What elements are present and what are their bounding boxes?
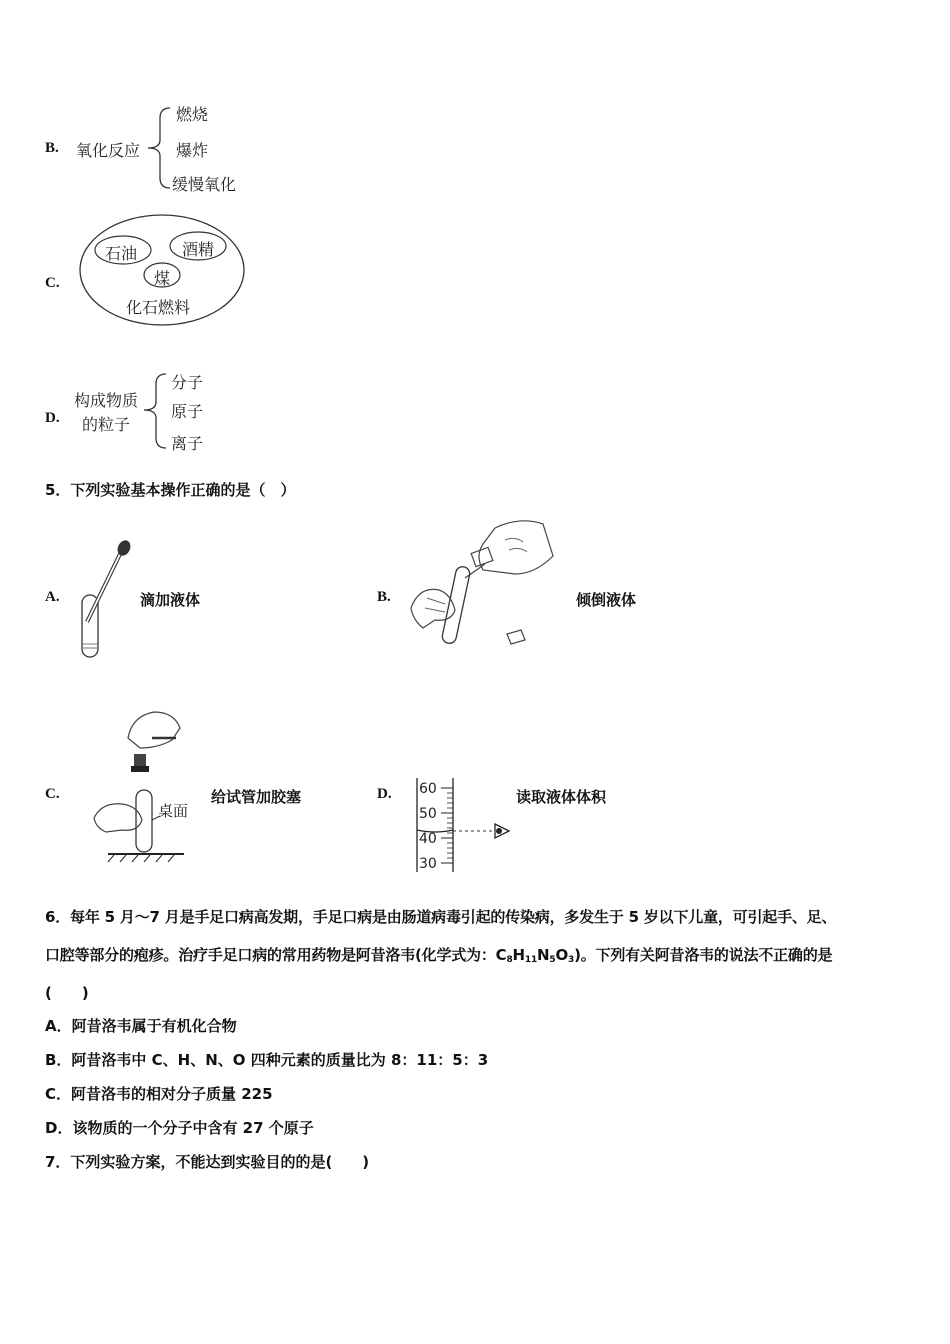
stopper-figure (92, 708, 202, 863)
q6-option-a: A．阿昔洛韦属于有机化合物 (45, 1017, 237, 1035)
brace-b-item-2: 爆炸 (176, 141, 209, 160)
option-d-label: D. (45, 410, 60, 426)
brace-d-item-3: 离子 (171, 434, 204, 453)
formula-n: N (537, 946, 550, 964)
q6-line2-post: )。下列有关阿昔洛韦的说法不正确的是 (574, 946, 833, 964)
q5-option-b-caption: 倾倒液体 (576, 591, 637, 609)
q6-line2-pre: 口腔等部分的疱疹。治疗手足口病的常用药物是阿昔洛韦(化学式为：C (45, 946, 507, 964)
q6-option-c: C．阿昔洛韦的相对分子质量 225 (45, 1085, 273, 1103)
q6-blank: ( ) (45, 984, 89, 1002)
oxidation-root: 氧化反应 (76, 141, 141, 160)
formula-o: O (555, 946, 568, 964)
scale-label-50: 50 (419, 806, 437, 822)
q6-option-b: B．阿昔洛韦中 C、H、N、O 四种元素的质量比为 8：11：5：3 (45, 1051, 489, 1069)
q5-option-a-caption: 滴加液体 (140, 591, 201, 609)
q6-line2 (45, 944, 832, 965)
q5-option-a-label: A. (45, 589, 60, 605)
q5-option-c-label: C. (45, 786, 60, 802)
formula-h: H (512, 946, 525, 964)
particles-root-line2: 的粒子 (82, 415, 131, 434)
dropper-figure (75, 540, 135, 665)
scale-label-30: 30 (419, 856, 437, 872)
option-c-label: C. (45, 275, 60, 291)
q5-option-d-label: D. (377, 786, 392, 802)
coal-label: 煤 (154, 269, 171, 288)
oil-label: 石油 (105, 244, 138, 263)
cylinder-scale-figure (413, 776, 518, 874)
q5-option-b-label: B. (377, 589, 391, 605)
formula-n-count: 5 (549, 955, 556, 965)
alcohol-label: 酒精 (182, 240, 215, 259)
scale-label-40: 40 (419, 831, 437, 847)
q5-question: 5．下列实验基本操作正确的是（ ） (45, 481, 296, 499)
formula-c-count: 8 (506, 955, 513, 965)
brace-b-item-1: 燃烧 (176, 105, 209, 124)
brace-d-item-1: 分子 (171, 373, 204, 392)
option-b-label: B. (45, 140, 59, 156)
fossil-fuel-label: 化石燃料 (126, 298, 191, 317)
q6-line1: 6．每年 5 月～7 月是手足口病高发期，手足口病是由肠道病毒引起的传染病，多发生于 5 岁以下儿童，可引起手、足、 (45, 908, 837, 926)
scale-label-60: 60 (419, 781, 437, 797)
brace-d-item-2: 原子 (171, 402, 204, 421)
formula-o-count: 3 (568, 955, 575, 965)
q7-question: 7．下列实验方案，不能达到实验目的的是( ) (45, 1153, 370, 1171)
brace-b-item-3: 缓慢氧化 (172, 175, 237, 194)
q5-option-c-caption: 给试管加胶塞 (211, 788, 302, 806)
q6-option-d: D．该物质的一个分子中含有 27 个原子 (45, 1119, 314, 1137)
pouring-figure (405, 516, 560, 656)
desk-surface-label: 桌面 (158, 802, 189, 820)
particles-root-line1: 构成物质 (74, 391, 139, 410)
formula-h-count: 11 (524, 955, 538, 965)
q5-option-d-caption: 读取液体体积 (516, 788, 607, 806)
